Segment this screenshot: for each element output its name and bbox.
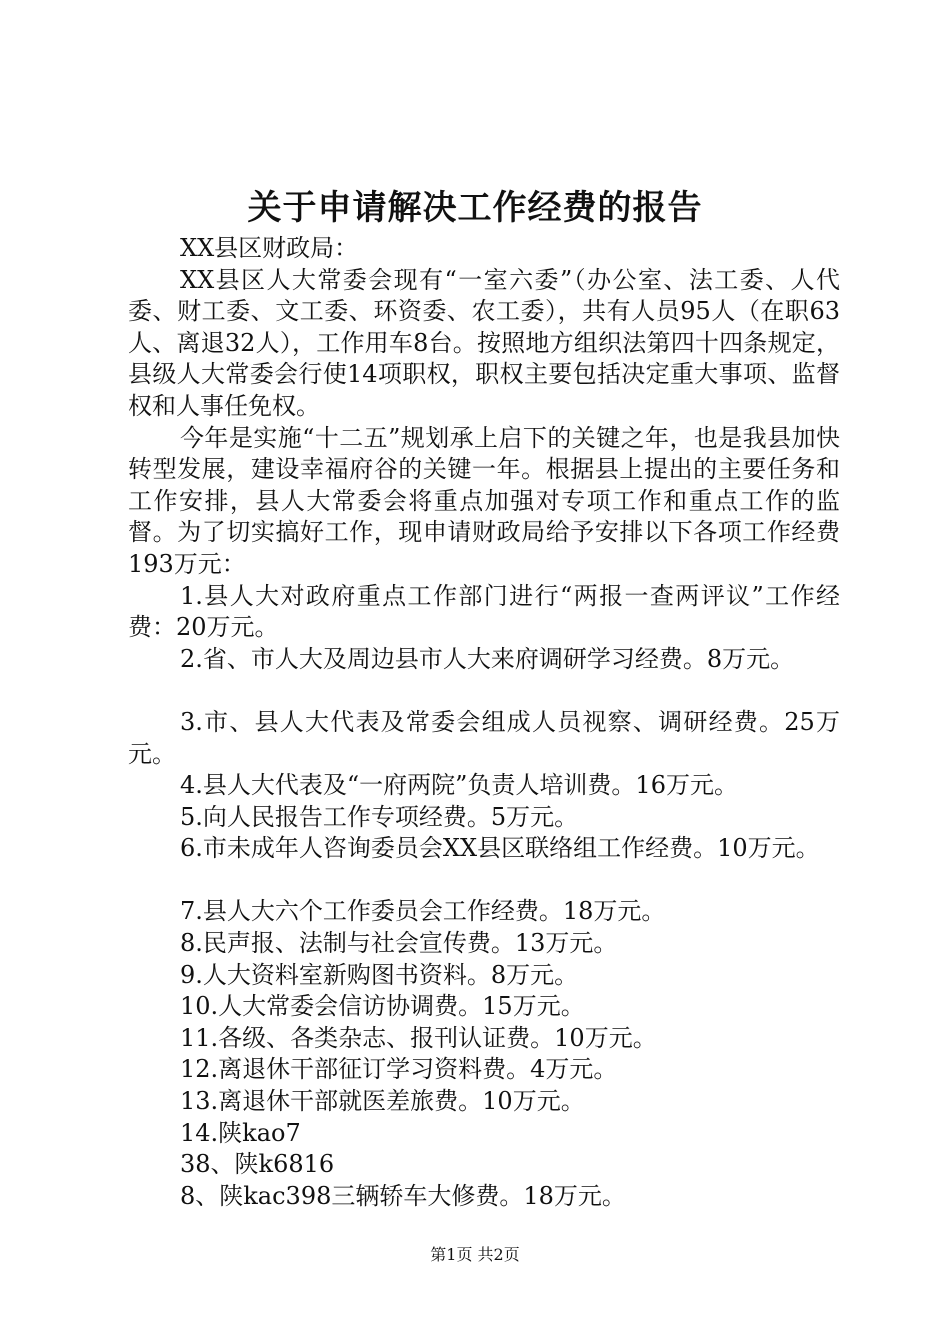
list-item: 10.人大常委会信访协调费。15万元。 [180, 992, 585, 1021]
blank-line [128, 675, 840, 707]
list-item: 8.民声报、法制与社会宣传费。13万元。 [180, 929, 618, 958]
list-item: 11.各级、各类杂志、报刊认证费。10万元。 [180, 1023, 657, 1052]
paragraph-staff-overview: XX县区人大常委会现有“一室六委”（办公室、法工委、人代委、财工委、文工委、环资委、农工委），共有人员95人（在职63人、离退32人），工作用车8台。按照地方组织法第四十四条规定，县级人大常委会行使14项职权，职权主要包括决定重大事项、监督权和人事任免权。 [128, 265, 840, 420]
list-item: 13.离退休干部就医差旅费。10万元。 [180, 1087, 585, 1116]
document-body [128, 233, 840, 1212]
salutation: XX县区财政局： [180, 234, 359, 262]
list-item: 12.离退休干部征订学习资料费。4万元。 [180, 1055, 618, 1084]
list-item: 7.县人大六个工作委员会工作经费。18万元。 [180, 897, 666, 926]
list-item: 2.省、市人大及周边县市人大来府调研学习经费。8万元。 [180, 644, 795, 673]
list-item: 5.向人民报告工作专项经费。5万元。 [180, 802, 579, 831]
paragraph-funding-request: 今年是实施“十二五”规划承上启下的关键之年，也是我县加快转型发展，建设幸福府谷的关键一年。根据县上提出的主要任务和工作安排，县人大常委会将重点加强对专项工作和重点工作的监督。为了切实搞好工作，现申请财政局给予安排以下各项工作经费193万元： [128, 423, 840, 578]
list-item: 6.市未成年人咨询委员会XX县区联络组工作经费。10万元。 [180, 834, 820, 863]
list-item: 3.市、县人大代表及常委会组成人员视察、调研经费。25万元。 [128, 707, 840, 768]
list-item: 14.陕kao7 [180, 1118, 301, 1147]
page-footer: 第1页 共2页 [430, 1245, 520, 1264]
list-item: 38、陕k6816 [180, 1150, 335, 1179]
list-item: 4.县人大代表及“一府两院”负责人培训费。16万元。 [180, 771, 738, 800]
document-title: 关于申请解决工作经费的报告 [247, 188, 703, 228]
blank-line [128, 865, 840, 897]
list-item: 8、陕kac398三辆轿车大修费。18万元。 [180, 1181, 626, 1210]
list-item: 9.人大资料室新购图书资料。8万元。 [180, 960, 579, 989]
list-item: 1.县人大对政府重点工作部门进行“两报一查两评议”工作经费：20万元。 [128, 581, 840, 642]
